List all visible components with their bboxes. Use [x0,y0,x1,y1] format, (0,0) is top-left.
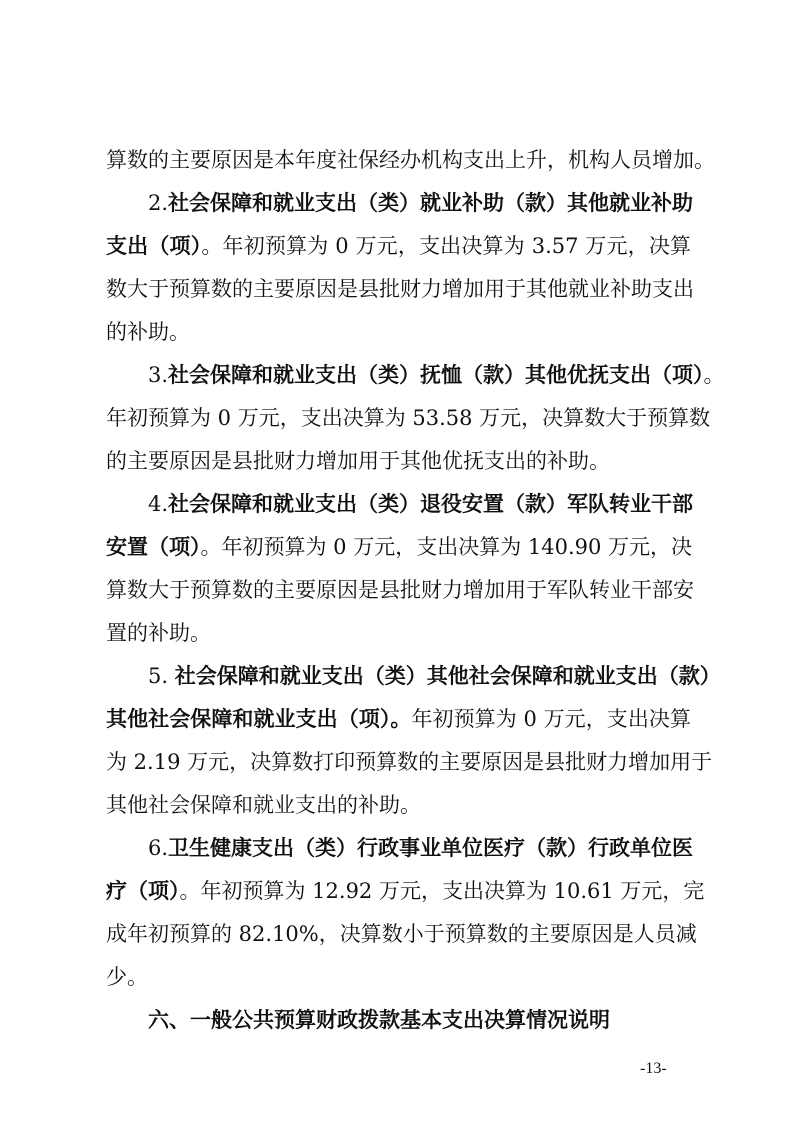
item-number: 4. [148,492,169,516]
paragraph-2-line-2 [106,229,691,263]
paragraph-6-line-4: 少。 [106,965,148,989]
paragraph-5-line-4: 其他社会保障和就业支出的补助。 [106,793,421,817]
paragraph-3-line-2: 年初预算为 0 万元，支出决算为 53.58 万元，决算数大于预算数 [106,406,711,430]
item-text: 年初预算为 0 万元，支出决算 [411,707,691,731]
item-text: 。年初预算为 12.92 万元，支出决算为 10.61 万元，完 [179,879,705,903]
item-number: 2. [148,191,169,215]
item-number: 3. [148,363,169,387]
page-number: -13- [640,1060,667,1077]
item-number: 6. [148,836,169,860]
paragraph-6-line-2 [106,874,705,908]
item-title: 社会保障和就业支出（类）其他社会保障和就业支出（款） [174,663,721,688]
paragraph-3-line-1 [148,358,725,392]
paragraph-4-line-3: 算数大于预算数的主要原因是县批财力增加用于军队转业干部安 [106,578,694,602]
item-title: 社会保障和就业支出（类）退役安置（款）军队转业干部 [168,491,694,516]
item-title: 社会保障和就业支出（类）抚恤（款）其他优抚支出（项） [168,362,704,387]
paragraph-2-line-3: 数大于预算数的主要原因是县批财力增加用于其他就业补助支出 [106,277,694,301]
paragraph-5-line-3: 为 2.19 万元，决算数打印预算数的主要原因是县批财力增加用于 [106,750,713,774]
item-number: 5. [148,664,169,688]
item-title: 其他社会保障和就业支出（项）。 [106,706,412,731]
paragraph-5-line-1 [148,659,721,693]
paragraph-2-line-1 [148,186,694,220]
paragraph-4-line-2 [106,530,691,564]
item-title: 卫生健康支出（类）行政事业单位医疗（款）行政单位医 [168,835,694,860]
paragraph-6-line-3: 成年初预算的 82.10%，决算数小于预算数的主要原因是人员减 [106,922,697,946]
item-text: 。 [703,363,725,387]
item-title: 安置（项） [106,534,201,559]
section-heading: 六、一般公共预算财政拨款基本支出决算情况说明 [148,1007,610,1032]
item-title: 疗（项） [106,878,180,903]
paragraph-5-line-2 [106,702,691,736]
item-title: 社会保障和就业支出（类）就业补助（款）其他就业补助 [168,190,694,215]
paragraph-6-line-1 [148,831,694,865]
paragraph-4-line-1 [148,487,694,521]
item-text: 。年初预算为 0 万元，支出决算为 140.90 万元，决 [200,535,693,559]
item-title: 支出（项） [106,233,202,258]
paragraph-2-line-4: 的补助。 [106,320,190,344]
paragraph-3-line-3: 的主要原因是县批财力增加用于其他优抚支出的补助。 [106,449,610,473]
paragraph-4-line-4: 置的补助。 [106,621,211,645]
text-line: 算数的主要原因是本年度社保经办机构支出上升，机构人员增加。 [106,148,715,172]
item-text: 。年初预算为 0 万元，支出决算为 3.57 万元，决算 [201,234,691,258]
